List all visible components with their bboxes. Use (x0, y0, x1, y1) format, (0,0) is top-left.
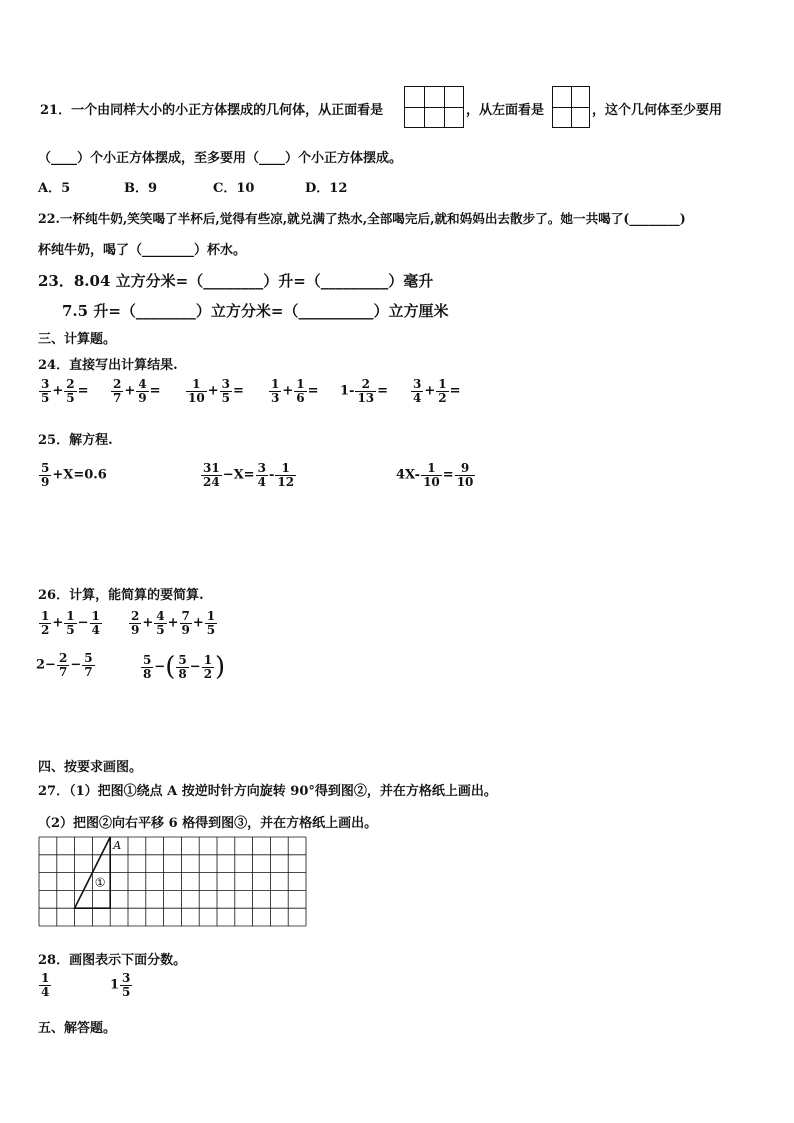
fraction (39, 462, 51, 488)
denominator: 2 (203, 666, 213, 681)
fraction (176, 654, 188, 680)
q23-line2: 7.5 升=（________）立方分米=（__________）立方厘米 (62, 302, 449, 320)
denominator: 4 (41, 984, 50, 999)
left-paren: ( (165, 652, 176, 682)
denominator: 7 (113, 390, 122, 405)
numerator: 2 (131, 609, 140, 623)
denominator: 10 (188, 390, 205, 405)
equals-sign: = (307, 383, 319, 399)
operator: + (192, 615, 204, 631)
fraction (180, 610, 192, 636)
numerator: 3 (41, 377, 50, 391)
q24-expression (268, 378, 319, 404)
numerator: 1 (275, 462, 296, 476)
denominator: 9 (181, 622, 190, 637)
fraction (154, 610, 166, 636)
denominator: 5 (221, 390, 230, 405)
fraction (39, 610, 51, 636)
equals-sign: = (442, 467, 454, 483)
denominator: 9 (138, 390, 147, 405)
q21-suffix: ，这个几何体至少要用 (592, 103, 723, 118)
denominator: 7 (58, 664, 68, 679)
equals-sign: = (77, 383, 89, 399)
numerator: 2 (113, 377, 122, 391)
numerator: 1 (186, 378, 207, 392)
operator: + (142, 615, 154, 631)
denominator: 6 (296, 390, 305, 405)
operator: + (124, 383, 136, 399)
fraction (201, 462, 222, 488)
front-view-figure (404, 86, 464, 128)
section-5-heading: 五、解答题。 (38, 1021, 117, 1036)
operator: + (52, 383, 64, 399)
q24-title: 24．直接写出计算结果. (38, 358, 178, 373)
q28-title: 28．画图表示下面分数。 (38, 953, 187, 968)
numerator: 1 (41, 609, 50, 623)
numerator: 2 (355, 378, 376, 392)
q26-title: 26．计算，能简算的要简算. (38, 588, 204, 603)
q26-expression-4 (140, 652, 225, 682)
q25-title: 25．解方程. (38, 433, 113, 448)
operator: - (268, 467, 275, 483)
operator: + (424, 383, 436, 399)
denominator: 10 (456, 474, 474, 489)
section-4-heading: 四、按要求画图。 (38, 760, 143, 775)
q24-expression (38, 378, 89, 404)
denominator: 5 (66, 622, 75, 637)
denominator: 3 (271, 390, 280, 405)
numerator: 5 (178, 652, 187, 667)
expr-prefix: 1- (340, 383, 355, 399)
fraction (220, 378, 232, 404)
numerator: 3 (413, 377, 422, 391)
fraction (39, 972, 51, 998)
point-a-label: A (113, 839, 122, 852)
operator: − (70, 657, 82, 673)
q24-expression (340, 378, 388, 404)
numerator: 7 (181, 609, 190, 623)
q24-expression (110, 378, 161, 404)
q21-option-c: C．10 (213, 181, 255, 196)
q21-mid: ，从左面看是 (466, 103, 545, 118)
numerator: 1 (66, 609, 75, 623)
q21-option-b: B．9 (124, 181, 158, 196)
operator: + (167, 615, 179, 631)
fraction (64, 378, 76, 404)
fraction (64, 610, 76, 636)
fraction (136, 378, 148, 404)
denominator: 4 (91, 622, 100, 637)
fraction (455, 462, 476, 488)
fraction (355, 378, 376, 404)
fraction (111, 378, 123, 404)
q21-prefix: 21．一个由同样大小的小正方体摆成的几何体，从正面看是 (40, 103, 384, 118)
denominator: 9 (131, 622, 140, 637)
equals-sign: = (232, 383, 244, 399)
denominator: 2 (438, 390, 447, 405)
q27-line1: 27．（1）把图①绕点 A 按逆时针方向旋转 90°得到图②，并在方格纸上画出。 (38, 784, 497, 799)
whole-part: 1 (110, 977, 120, 993)
denominator: 5 (156, 622, 165, 637)
q25-equation-2 (200, 462, 297, 488)
q26-expression-2 (128, 610, 218, 636)
q26-expression-3 (36, 652, 96, 678)
q26-expression-1 (38, 610, 103, 636)
numerator: 5 (41, 461, 50, 475)
fraction (436, 378, 448, 404)
figure-1-label: ① (94, 875, 106, 890)
q21-line2: （____）个小正方体摆成，至多要用（____）个小正方体摆成。 (38, 151, 403, 166)
numerator: 3 (122, 971, 131, 985)
q22-line1: 22.一杯纯牛奶,笑笑喝了半杯后,觉得有些凉,就兑满了热水,全部喝完后,就和妈妈出去散步了。她一共喝了(________) (38, 211, 686, 226)
denominator: 4 (257, 474, 266, 489)
equals-sign: = (377, 383, 389, 399)
fraction (202, 654, 214, 680)
operator: − (77, 615, 89, 631)
fraction (205, 610, 217, 636)
numerator: 1 (271, 377, 280, 391)
denominator: 9 (41, 474, 50, 489)
numerator: 3 (257, 461, 266, 475)
q28-fraction-1 (38, 972, 52, 998)
numerator: 2 (58, 651, 68, 665)
numerator: 1 (203, 652, 213, 667)
numerator: 2 (66, 377, 75, 391)
numerator: 1 (296, 377, 305, 391)
denominator: 5 (41, 390, 50, 405)
operator: + (207, 383, 219, 399)
fraction (141, 654, 153, 680)
equation-mid: −X= (222, 467, 255, 483)
denominator: 13 (357, 390, 375, 405)
square-grid-paper (38, 836, 310, 936)
q25-equation-1 (38, 462, 107, 488)
operator: + (282, 383, 294, 399)
equation-prefix: 4X- (396, 467, 421, 483)
fraction (186, 378, 207, 404)
numerator: 1 (91, 609, 100, 623)
numerator: 5 (84, 651, 93, 665)
left-view-figure (552, 86, 590, 128)
numerator: 1 (41, 971, 50, 985)
fraction (275, 462, 296, 488)
q24-expression (410, 378, 461, 404)
numerator: 5 (143, 652, 152, 667)
numerator: 31 (203, 461, 220, 475)
q28-mixed-number (110, 972, 133, 998)
q25-equation-3 (396, 462, 476, 488)
operator: − (189, 659, 201, 675)
fraction (256, 462, 268, 488)
denominator: 5 (122, 984, 131, 999)
operator: + (52, 615, 64, 631)
denominator: 7 (84, 664, 93, 679)
expr-prefix: 2− (36, 657, 56, 673)
numerator: 9 (455, 462, 476, 476)
q22-line2: 杯纯牛奶，喝了（________）杯水。 (38, 243, 247, 258)
equation-rest: +X=0.6 (52, 467, 107, 483)
equals-sign: = (149, 383, 161, 399)
fraction (269, 378, 281, 404)
q21-option-d: D．12 (305, 181, 348, 196)
fraction (294, 378, 306, 404)
fraction (39, 378, 51, 404)
right-paren: ) (215, 652, 226, 682)
equals-sign: = (449, 383, 461, 399)
fraction (90, 610, 102, 636)
denominator: 8 (143, 666, 152, 681)
q21-option-a: A．5 (38, 181, 71, 196)
fraction (411, 378, 423, 404)
numerator: 4 (138, 377, 147, 391)
numerator: 1 (438, 377, 447, 391)
operator: − (154, 659, 166, 675)
denominator: 10 (423, 474, 440, 489)
denominator: 2 (41, 622, 50, 637)
numerator: 1 (421, 462, 442, 476)
numerator: 3 (221, 377, 230, 391)
numerator: 1 (206, 609, 216, 623)
q24-expression (185, 378, 244, 404)
fraction (129, 610, 141, 636)
denominator: 5 (66, 390, 75, 405)
denominator: 8 (178, 666, 187, 681)
denominator: 5 (206, 622, 216, 637)
q27-line2: （2）把图②向右平移 6 格得到图③，并在方格纸上画出。 (38, 816, 378, 831)
numerator: 4 (156, 609, 165, 623)
q23-line1: 23．8.04 立方分米=（________）升=（_________）毫升 (38, 272, 434, 290)
section-3-heading: 三、计算题。 (38, 332, 117, 347)
denominator: 4 (413, 390, 422, 405)
fraction (120, 972, 132, 998)
fraction (57, 652, 69, 678)
denominator: 12 (277, 474, 295, 489)
fraction (421, 462, 442, 488)
fraction (82, 652, 94, 678)
denominator: 24 (203, 474, 220, 489)
